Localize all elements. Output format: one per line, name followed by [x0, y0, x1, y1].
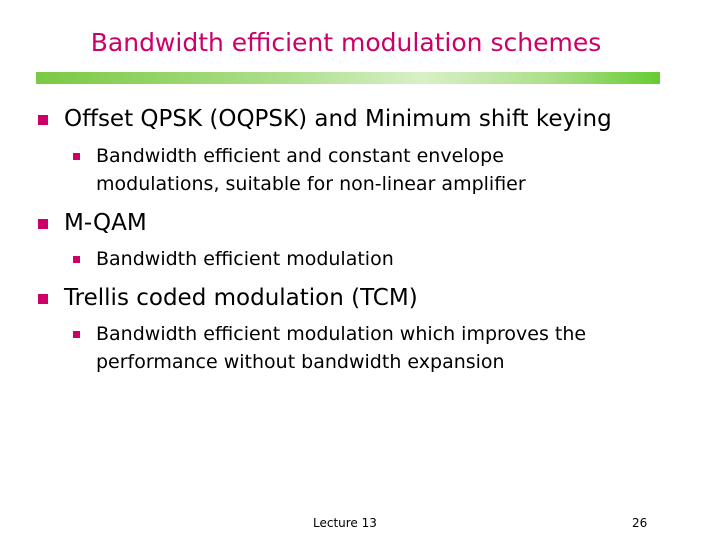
sub-bullet-line: performance without bandwidth expansion: [96, 351, 505, 373]
bullet-item-mqam: M-QAM: [64, 210, 147, 236]
square-bullet-icon: [38, 219, 48, 229]
sub-bullet-line: Bandwidth efficient modulation which improves the: [96, 323, 587, 345]
sub-bullet-line: modulations, suitable for non-linear amplifier: [96, 173, 526, 195]
square-bullet-icon: [73, 256, 80, 263]
square-bullet-icon: [38, 294, 48, 304]
square-bullet-icon: [73, 331, 80, 338]
square-bullet-icon: [73, 153, 80, 160]
footer-page-number: 26: [632, 516, 648, 530]
bullet-item-tcm: Trellis coded modulation (TCM): [64, 285, 418, 311]
bullet-item-oqpsk: Offset QPSK (OQPSK) and Minimum shift keying: [64, 106, 612, 132]
title-underline-bar: [36, 72, 660, 84]
footer-lecture-label: Lecture 13: [313, 516, 377, 530]
square-bullet-icon: [38, 115, 48, 125]
sub-bullet-line: Bandwidth efficient modulation: [96, 248, 394, 270]
sub-bullet-line: Bandwidth efficient and constant envelope: [96, 145, 504, 167]
slide-title: Bandwidth efficient modulation schemes: [90, 28, 602, 57]
